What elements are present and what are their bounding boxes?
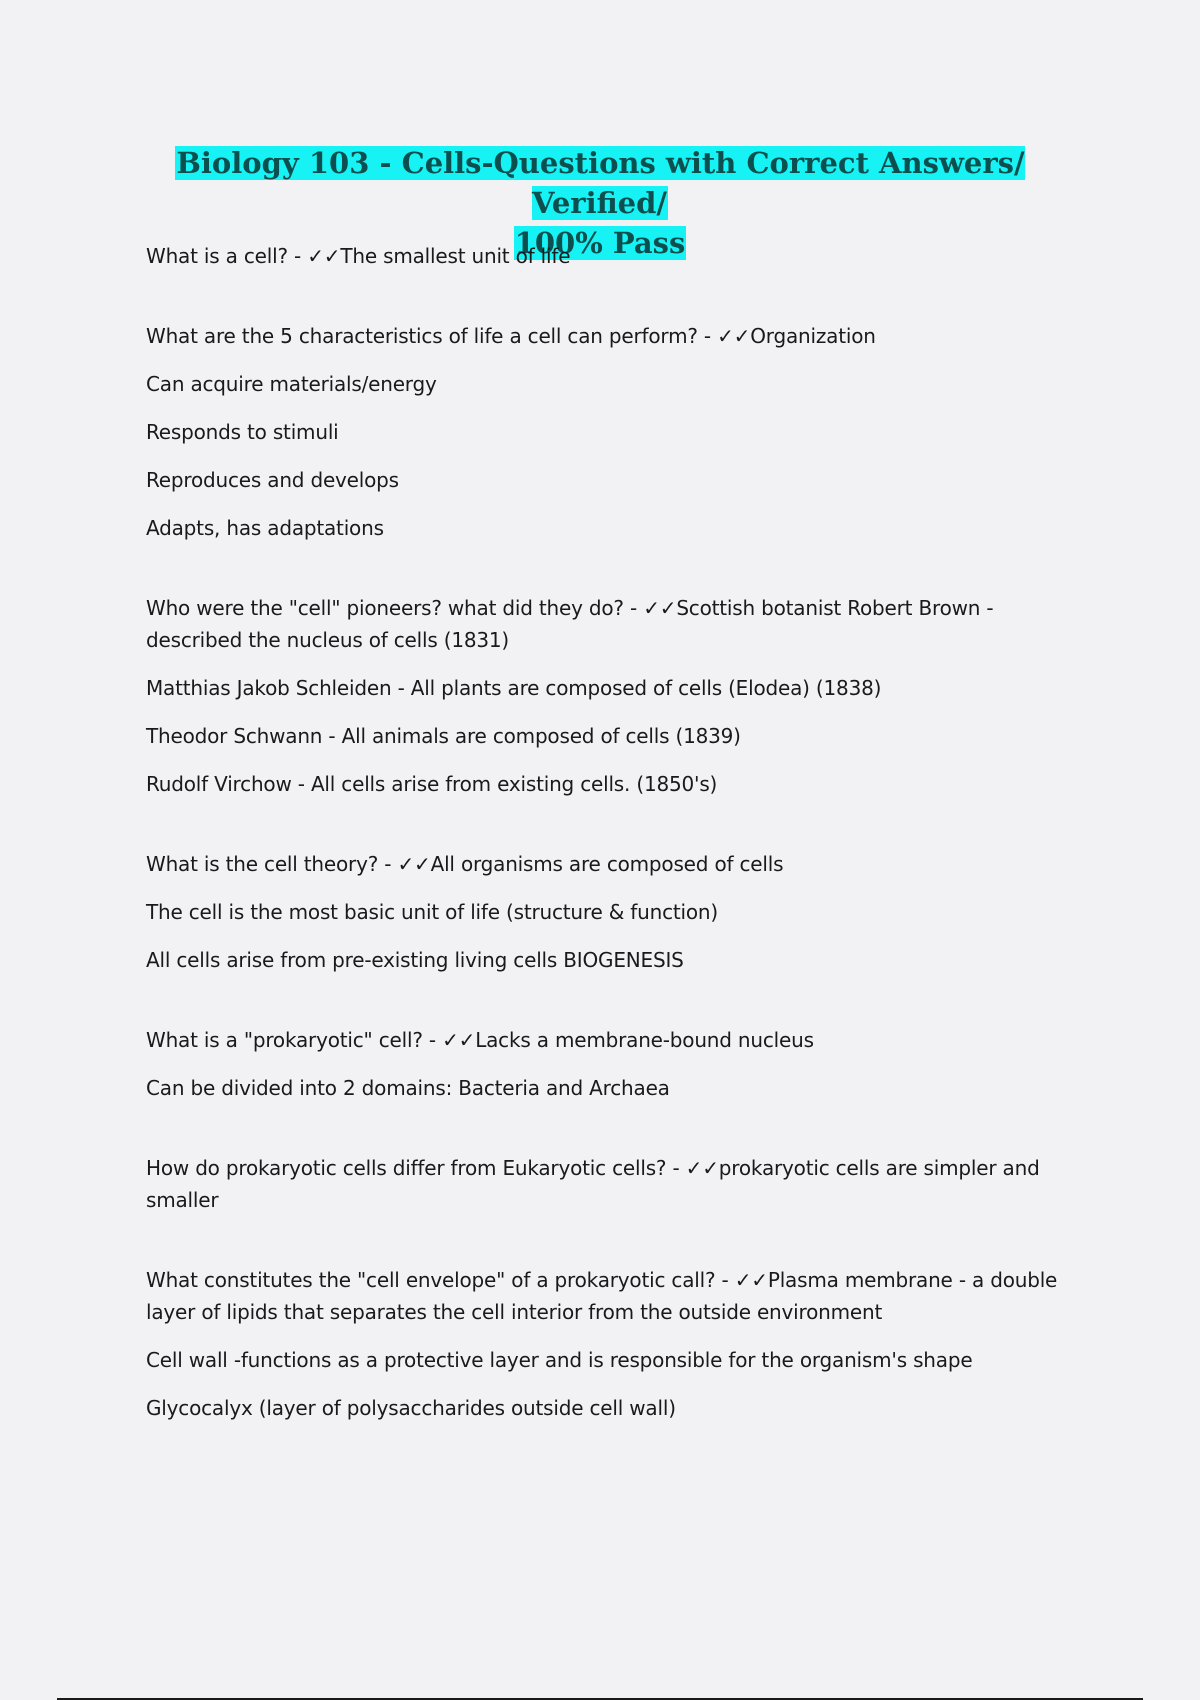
answer-text: The smallest unit of life: [340, 244, 571, 268]
answer-continuation-line: Adapts, has adaptations: [146, 516, 384, 540]
title-line-2: 100% Pass: [514, 226, 686, 260]
qa-item: [146, 240, 1076, 272]
qa-question-line: [146, 1024, 1076, 1056]
answer-continuation-line: Cell wall -functions as a protective layer and is responsible for the organism's shape: [146, 1348, 973, 1372]
answer-continuation-line: Responds to stimuli: [146, 420, 339, 444]
answer-continuation-line: Theodor Schwann - All animals are composed of cells (1839): [146, 724, 741, 748]
question-text: What are the 5 characteristics of life a cell can perform? -: [146, 324, 718, 348]
qa-item: [146, 1024, 1076, 1104]
answer-text: Organization: [750, 324, 876, 348]
qa-item: [146, 848, 1076, 976]
qa-item: [146, 1264, 1076, 1424]
qa-item: [146, 1152, 1076, 1216]
answer-continuation-line: Matthias Jakob Schleiden - All plants are composed of cells (Elodea) (1838): [146, 676, 882, 700]
qa-question-line: [146, 848, 1076, 880]
answer-text: Plasma membrane - a double layer of lipids that separates the cell interior from the outside environment: [146, 1268, 1058, 1324]
answer-continuation-line: All cells arise from pre-existing living cells BIOGENESIS: [146, 948, 684, 972]
qa-list: [146, 240, 1076, 1472]
qa-item: [146, 592, 1076, 800]
qa-question-line: [146, 592, 1076, 656]
answer-text: Lacks a membrane-bound nucleus: [475, 1028, 814, 1052]
double-check-icon: ✓✓: [685, 1156, 719, 1180]
answer-continuation-line: Glycocalyx (layer of polysaccharides outside cell wall): [146, 1396, 676, 1420]
answer-text: prokaryotic cells are simpler and smaller: [146, 1156, 1040, 1212]
double-check-icon: ✓✓: [397, 852, 431, 876]
question-text: What is a "prokaryotic" cell? -: [146, 1028, 443, 1052]
answer-text: All organisms are composed of cells: [430, 852, 784, 876]
question-text: What is the cell theory? -: [146, 852, 398, 876]
question-text: Who were the "cell" pioneers? what did they do? -: [146, 596, 644, 620]
answer-continuation-line: Can be divided into 2 domains: Bacteria and Archaea: [146, 1076, 670, 1100]
answer-continuation-line: The cell is the most basic unit of life (structure & function): [146, 900, 718, 924]
qa-question-line: [146, 240, 1076, 272]
double-check-icon: ✓✓: [643, 596, 677, 620]
answer-text: Scottish botanist Robert Brown - described the nucleus of cells (1831): [146, 596, 994, 652]
double-check-icon: ✓✓: [442, 1028, 476, 1052]
qa-question-line: [146, 320, 1076, 352]
double-check-icon: ✓✓: [717, 324, 751, 348]
double-check-icon: ✓✓: [307, 244, 341, 268]
qa-item: [146, 320, 1076, 544]
question-text: How do prokaryotic cells differ from Eukaryotic cells? -: [146, 1156, 686, 1180]
double-check-icon: ✓✓: [734, 1268, 768, 1292]
question-text: What is a cell? -: [146, 244, 308, 268]
qa-question-line: [146, 1152, 1076, 1216]
qa-question-line: [146, 1264, 1076, 1328]
answer-continuation-line: Rudolf Virchow - All cells arise from existing cells. (1850's): [146, 772, 718, 796]
answer-continuation-line: Can acquire materials/energy: [146, 372, 437, 396]
title-line-1: Biology 103 - Cells-Questions with Correct Answers/ Verified/: [176, 146, 1025, 220]
answer-continuation-line: Reproduces and develops: [146, 468, 399, 492]
question-text: What constitutes the "cell envelope" of a prokaryotic call? -: [146, 1268, 735, 1292]
